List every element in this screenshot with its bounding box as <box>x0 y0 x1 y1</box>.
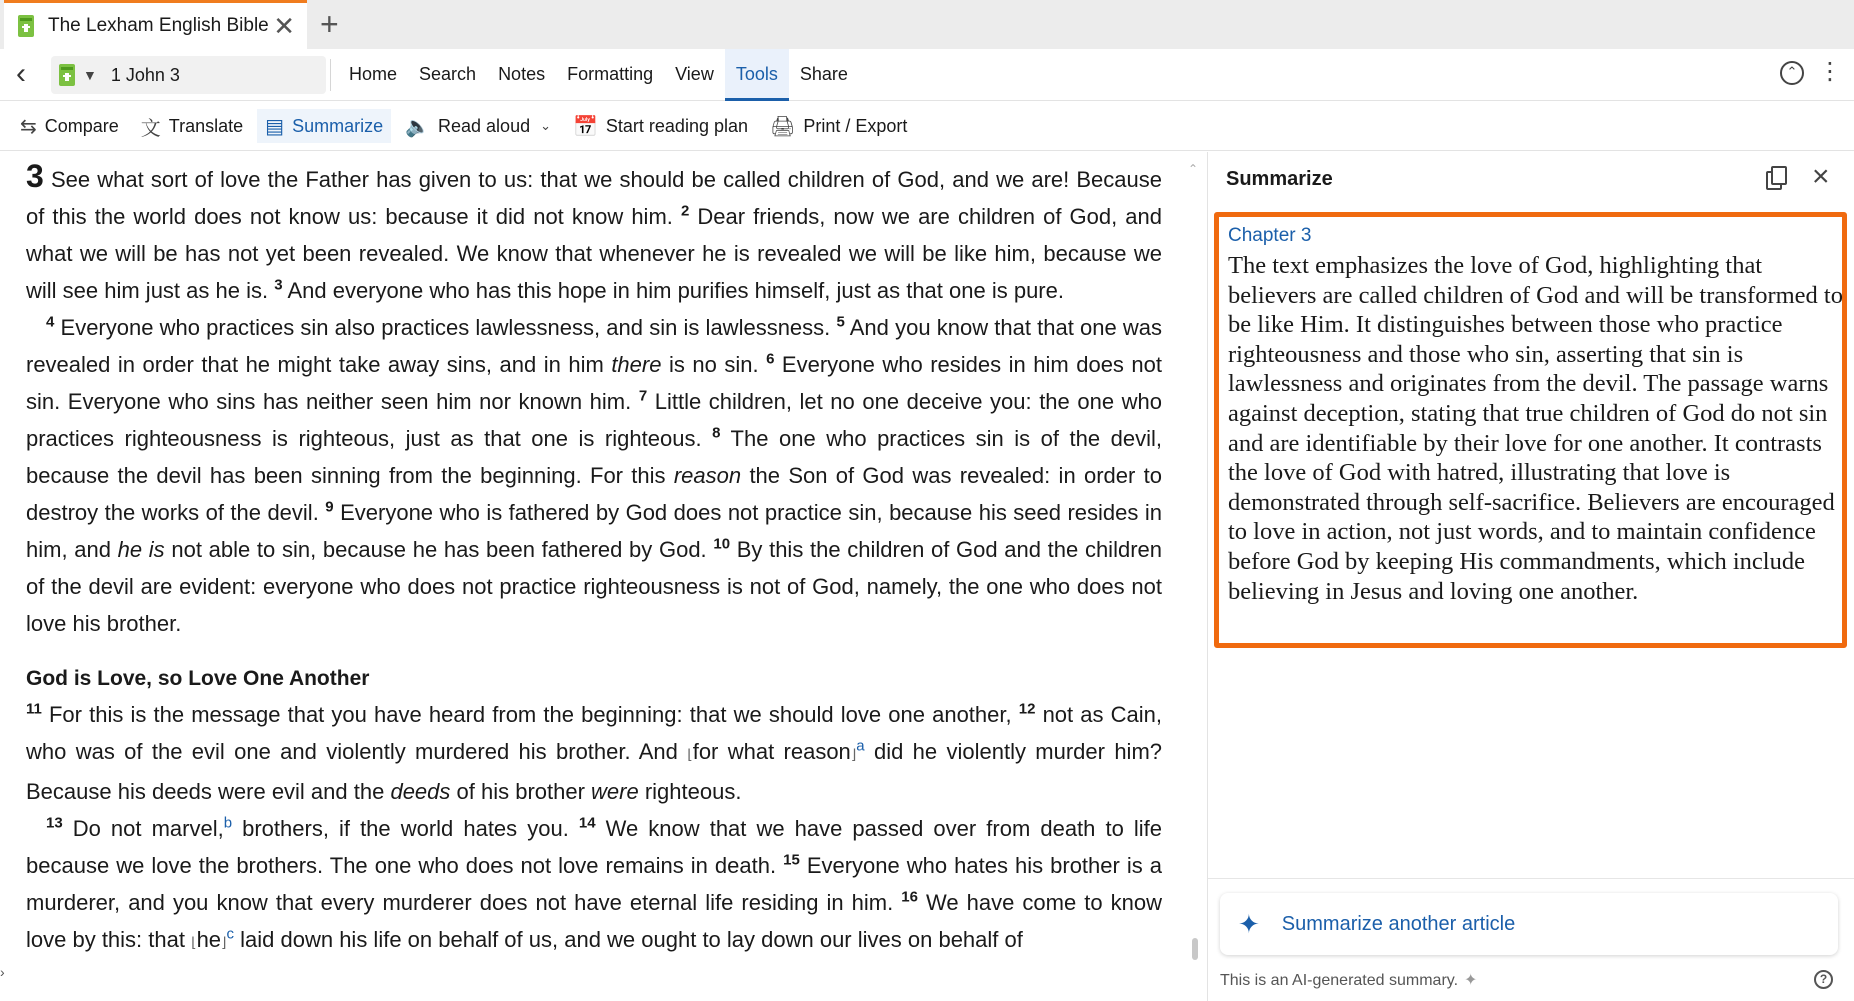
divider <box>330 59 331 91</box>
disclaimer-text: This is an AI-generated summary. <box>1220 972 1459 989</box>
main-menu <box>338 49 859 101</box>
divider <box>1208 878 1854 879</box>
collapse-icon[interactable]: ⌃ <box>1780 61 1804 85</box>
bible-reading-pane <box>0 152 1207 1001</box>
verse-paragraph: $^4$ Everyone who practices sin also practices lawlessness, and sin is lawlessness. $^5$ And you know that that one was revealed in order that he might take away sins, and in him there is no sin. $^6$ Everyone who resides in him does not sin. Everyone who sins has neither seen him nor known him. $^7$ Little children, let no one deceive you: the one who practices righteousness is righteous, just as that one is righteous. $^8$ The one who practices sin is of the devil, because the devil has been sinning from the beginning. For this reason the Son of God was revealed: in order to destroy the works of the devil. $^9$ Everyone who is fathered by God does not practice sin, because his seed resides in him, and he is not able to sin, because he has been fathered by God. $^{10}$ By this the children of God and the children of the devil are evident: everyone who does not practice righteousness is not of God, namely, the one who does not love his brother. <box>26 313 1163 636</box>
section-heading: God is Love, so Love One Another <box>26 667 370 690</box>
summarize-panel <box>1208 152 1854 1001</box>
close-tab-icon[interactable]: ✕ <box>273 11 295 41</box>
summarize-another-article-button[interactable] <box>1220 893 1838 955</box>
verse-paragraph: $^{13}$ Do not marvel,$^b$ brothers, if the world hates you. $^{14}$ We know that we have passed over from death to life because we love the brothers. The one who does not love remains in death. $^{15}$ Everyone who hates his brother is a murderer, and you know that every murderer does not have eternal life residing in him. $^{16}$ We have come to know love by this: that ⌊he⌋$^c$ laid down his life on behalf of us, and we ought to lay down our lives on behalf of <box>26 814 1163 952</box>
translate-button[interactable] <box>133 109 251 143</box>
print-export-button[interactable] <box>762 109 915 143</box>
reading-plan-label: Start reading plan <box>605 115 748 136</box>
reference-selector[interactable] <box>51 56 326 94</box>
menu-search[interactable]: Search <box>419 64 477 84</box>
read-aloud-label: Read aloud <box>438 115 531 136</box>
tab-title: The Lexham English Bible <box>48 15 269 36</box>
chevron-down-icon[interactable]: ▼ <box>83 67 97 83</box>
verse-paragraph: 3 See what sort of love the Father has given to us: that we should be called children of God, and we are! Because of this the world does not know us: because it did not know him. $^2$ Dear friends, now we are children of God, and what we will be has not yet been revealed. We know that whenever he is revealed we will be like him, because we will see him just as he is. $^3$ And everyone who has this hope in him purifies himself, just as that one is pure. <box>26 158 1162 303</box>
tools-toolbar <box>0 102 1854 151</box>
printer-icon: 🖨 <box>770 115 796 138</box>
back-icon[interactable]: ‹ <box>16 57 26 90</box>
scrollbar-thumb[interactable] <box>1192 938 1198 960</box>
translate-label: Translate <box>168 115 244 136</box>
passage-text <box>26 158 1162 961</box>
help-icon[interactable]: ? <box>1814 970 1833 989</box>
new-tab-button[interactable]: + <box>320 6 339 42</box>
tab-lexham-english-bible[interactable] <box>4 0 307 49</box>
summary-heading[interactable]: Chapter 3 <box>1228 225 1312 246</box>
menu-view[interactable]: View <box>675 64 714 84</box>
sparkle-icon: ✦ <box>1238 908 1260 939</box>
scroll-up-icon[interactable]: ⌃ <box>1188 162 1199 176</box>
compare-button[interactable] <box>12 109 127 143</box>
summarize-another-label: Summarize another article <box>1281 912 1516 935</box>
compare-icon: ⇆ <box>20 115 37 138</box>
summary-content <box>1214 212 1847 648</box>
panel-title: Summarize <box>1226 168 1333 190</box>
expand-left-icon[interactable]: › <box>0 964 5 980</box>
copy-icon[interactable] <box>1766 166 1788 190</box>
translate-icon: 文 <box>140 117 161 140</box>
verse-paragraph: $^{11}$ For this is the message that you have heard from the beginning: that we should love one another, $^{12}$ not as Cain, who was of the evil one and violently murdered his brother. And ⌊for what reason⌋$^a$ did he violently murder him? Because his deeds were evil and the deeds of his brother were righteous. <box>26 700 1163 804</box>
ai-disclaimer <box>1220 970 1477 990</box>
summarize-icon: ▤ <box>265 115 285 138</box>
sparkle-icon: ✦ <box>1464 972 1478 989</box>
calendar-icon: 📅 <box>573 115 598 138</box>
chevron-down-icon[interactable]: ⌄ <box>540 118 551 133</box>
speaker-icon: 🔈 <box>405 115 431 138</box>
menu-formatting[interactable]: Formatting <box>567 64 654 84</box>
reference-text[interactable]: 1 John 3 <box>110 64 180 85</box>
book-icon <box>18 15 34 37</box>
menu-share[interactable]: Share <box>799 64 848 84</box>
nav-bar <box>0 49 1854 101</box>
print-export-label: Print / Export <box>803 115 908 136</box>
compare-label: Compare <box>44 115 119 136</box>
summarize-label: Summarize <box>292 115 384 136</box>
read-aloud-button[interactable] <box>397 109 559 143</box>
book-icon <box>59 64 75 86</box>
summarize-button[interactable] <box>257 109 391 143</box>
summary-text: The text emphasizes the love of God, highlighting that believers are called children of God and will be transformed to be like Him. It distinguishes between those who practice righteousness and those who sin, asserting that sin is lawlessness and originates from the devil. The passage warns against deception, stating that true children of God do not sin and are identifiable by their love for one another. It contrasts the love of God with hatred, illustrating that love is demonstrated through self-sacrifice. Believers are encouraged to love in action, not just words, and to maintain confidence before God by keeping His commandments, which include believing in Jesus and loving one another. <box>1228 252 1843 605</box>
menu-home[interactable]: Home <box>349 64 398 84</box>
chapter-number: 3 <box>26 158 44 194</box>
more-options-icon[interactable]: ⋮ <box>1818 58 1842 85</box>
menu-tools[interactable]: Tools <box>725 49 789 101</box>
menu-notes[interactable]: Notes <box>498 64 546 84</box>
close-panel-icon[interactable]: × <box>1812 160 1830 193</box>
start-reading-plan-button[interactable] <box>565 109 756 143</box>
tab-strip <box>0 0 1854 49</box>
